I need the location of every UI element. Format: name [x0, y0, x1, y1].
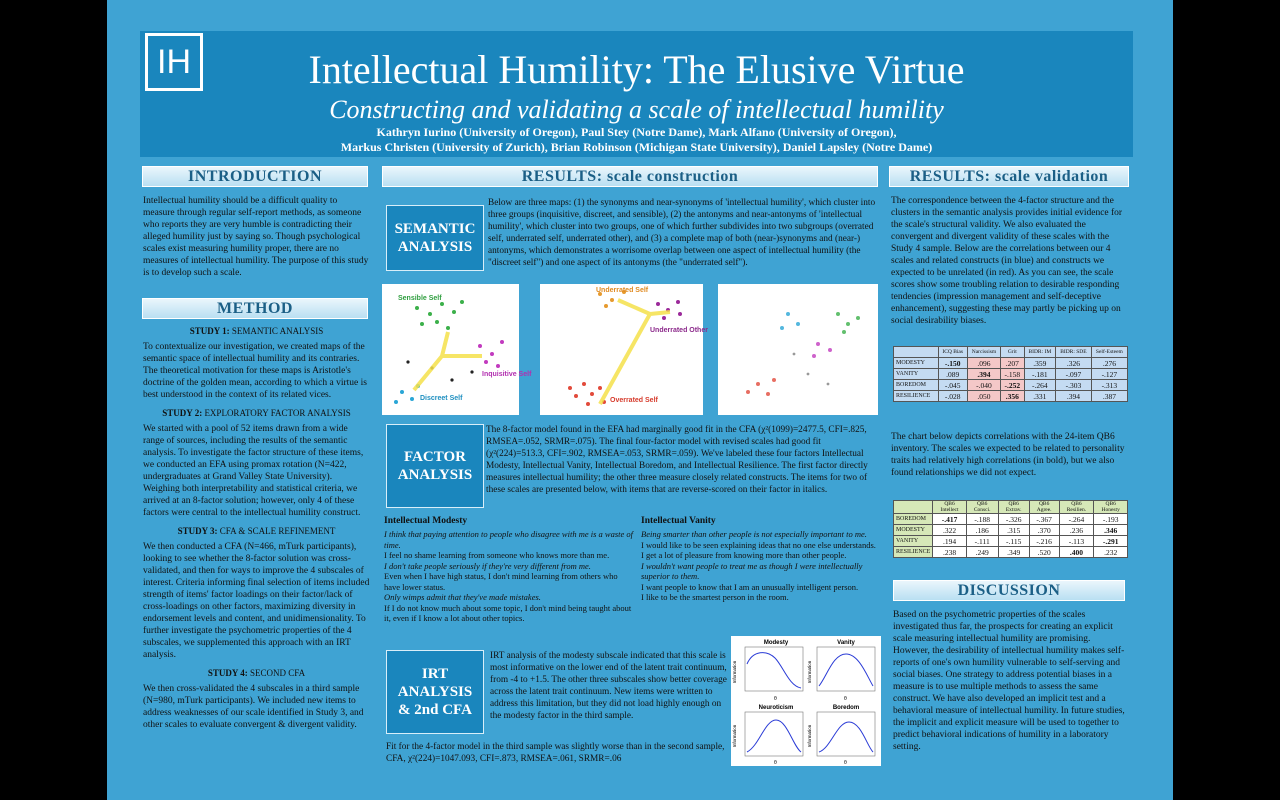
- table-cell: .096: [967, 358, 1000, 369]
- irt-xlabel-vanity: θ: [844, 696, 847, 702]
- poster-title: Intellectual Humility: The Elusive Virtue: [308, 47, 965, 92]
- table-cell: -.367: [1029, 514, 1059, 525]
- modesty-item: Even when I have high status, I don't mind learning from others who have lower status.: [384, 571, 618, 592]
- irt-plots-graphic: [731, 636, 881, 766]
- table-header-cell: QB6 Resilien.: [1059, 501, 1094, 514]
- map2-label-0: Underrated Self: [596, 287, 649, 294]
- table-header-cell: BIDR: IM: [1024, 347, 1056, 358]
- table-cell: .322: [933, 525, 966, 536]
- table-cell: -.040: [967, 380, 1000, 391]
- table-header-cell: [894, 347, 939, 358]
- factor-analysis-box: [386, 424, 484, 508]
- table-cell: .520: [1029, 547, 1059, 558]
- semantic-label-2: ANALYSIS: [397, 239, 473, 255]
- table-header-row: [894, 347, 1128, 358]
- table-cell: .236: [1059, 525, 1094, 536]
- study2-title: EXPLORATORY FACTOR ANALYSIS: [202, 408, 351, 418]
- irt-label-3: & 2nd CFA: [398, 702, 472, 718]
- study4-text: We then cross-validated the 4 subscales in a third sample (N=980, mTurk participants). We included new items to address weaknesses of our scale identified in Study 3, and other scales to evaluate convergent & divergent validity.: [143, 684, 364, 730]
- vanity-item: Being smarter than other people is not especially important to me.: [641, 529, 867, 539]
- table-row-label: MODESTY: [894, 525, 933, 536]
- synonym-map-graphic: [382, 284, 532, 415]
- irt-information-plots: [731, 636, 881, 766]
- introduction-heading: INTRODUCTION: [142, 166, 368, 187]
- table-cell: -.113: [1059, 536, 1094, 547]
- table-cell: -.188: [966, 514, 998, 525]
- table-cell: -.028: [938, 391, 967, 402]
- study2-label: STUDY 2:: [162, 408, 203, 418]
- table-row: [894, 547, 1128, 558]
- validation-text-2: The chart below depicts correlations with the 24-item QB6 inventory. The scales we expected to be related to personality traits had relatively high correlations (in bold), but we also found relationships we did not expect.: [891, 432, 1125, 478]
- authors-line-2: Markus Christen (University of Zurich), Brian Robinson (Michigan State University), Daniel Lapsley (Notre Dame): [340, 140, 933, 154]
- semantic-analysis-box: [386, 205, 484, 271]
- vanity-scale: [641, 515, 877, 603]
- study4-title: SECOND CFA: [247, 668, 306, 678]
- table-row-label: MODESTY: [894, 358, 939, 369]
- synonym-map: [382, 284, 532, 415]
- table-row: [894, 391, 1128, 402]
- ih-logo: IH: [145, 33, 203, 91]
- table-cell: .394: [1056, 391, 1092, 402]
- map1-label-0: Sensible Self: [398, 295, 442, 302]
- table-row-label: BOREDOM: [894, 514, 933, 525]
- irt-plot-title-boredom: Boredom: [832, 705, 860, 711]
- factor-label-2: ANALYSIS: [397, 467, 473, 483]
- table-cell: -.045: [938, 380, 967, 391]
- vanity-item: I get a lot of pleasure from knowing more than other people.: [641, 550, 847, 560]
- map2-label-2: Overrated Self: [610, 397, 658, 404]
- table-cell: .249: [966, 547, 998, 558]
- authors-line-1: Kathryn Iurino (University of Oregon), Paul Stey (Notre Dame), Mark Alfano (University of Oregon),: [376, 125, 897, 139]
- table-header-cell: ICQ Bias: [938, 347, 967, 358]
- table-header-cell: [894, 501, 933, 514]
- discussion-heading: DISCUSSION: [893, 580, 1125, 601]
- study2-text: We started with a pool of 52 items drawn from a wide range of sources, including the results of the semantic analysis. To investigate the factor structure of these items, we conducted an EFA using promax rotation (N=422, undergraduates at Grand Valley State University). Weighing both interpretability and statistical criteria, we arrived at an 8-factor solution; however, only 4 of these factors were central to the intellectual humility construct.: [143, 424, 364, 518]
- study4-label: STUDY 4:: [207, 668, 248, 678]
- table-row-label: BOREDOM: [894, 380, 939, 391]
- irt-analysis-box: [386, 650, 484, 734]
- authors: [140, 125, 1133, 155]
- vanity-item: I would like to be seen explaining ideas that no one else understands.: [641, 539, 876, 550]
- table-cell: .370: [1029, 525, 1059, 536]
- results-validation-heading: RESULTS: scale validation: [889, 166, 1129, 187]
- table-header-cell: QB6 Consci.: [966, 501, 998, 514]
- table-row-label: VANITY: [894, 536, 933, 547]
- svg-text:Sensible Self: [398, 295, 442, 302]
- vanity-item: I want people to know that I am an unusually intelligent person.: [641, 581, 859, 592]
- irt-ylabel-modesty: Information: [732, 660, 737, 684]
- table-cell: .349: [998, 547, 1029, 558]
- table-cell: .356: [1001, 391, 1024, 402]
- table-cell: -.417: [933, 514, 966, 525]
- combined-map-graphic: [718, 284, 878, 415]
- table-row-label: VANITY: [894, 369, 939, 380]
- table-row: [894, 369, 1128, 380]
- fit-text: Fit for the 4-factor model in the third sample was slightly worse than in the second sample, CFA, χ²(224)=1047.093, CFI=.873, RMSEA=.061, SRMR=.06: [386, 742, 725, 764]
- table-cell: -.158: [1001, 369, 1024, 380]
- table-cell: .194: [933, 536, 966, 547]
- table-cell: .186: [966, 525, 998, 536]
- irt-ylabel-boredom: Information: [807, 724, 812, 748]
- table-row-label: RESILIENCE: [894, 547, 933, 558]
- table-header-cell: QB6 Extrav.: [998, 501, 1029, 514]
- table-cell: .232: [1094, 547, 1128, 558]
- study1-heading: [143, 325, 370, 337]
- table-cell: -.326: [998, 514, 1029, 525]
- introduction-text: Intellectual humility should be a difficult quality to measure through regular self-report methods, as someone who reports they are very humble is contradicting their alleged humility just by saying so. Though psychological scales exist measuring humility proper, there are no measures of intellectual humility. The purpose of this study is to develop such a scale.: [143, 196, 369, 278]
- table-header-cell: QB6 Agree.: [1029, 501, 1059, 514]
- table-row: [894, 358, 1128, 369]
- table-cell: -.264: [1024, 380, 1056, 391]
- method-body: [143, 323, 370, 737]
- irt-xlabel-neuroticism: θ: [774, 760, 777, 766]
- table-cell: .359: [1024, 358, 1056, 369]
- study2-heading: [143, 407, 370, 419]
- table-header-cell: BIDR: SDE: [1056, 347, 1092, 358]
- irt-label-1: IRT: [421, 666, 449, 682]
- irt-plot-title-vanity: Vanity: [837, 640, 855, 646]
- table-cell: .207: [1001, 358, 1024, 369]
- table-header-cell: QB6 Honesty: [1094, 501, 1128, 514]
- table-cell: -.115: [998, 536, 1029, 547]
- irt-xlabel-modesty: θ: [774, 696, 777, 702]
- modesty-item: Only wimps admit that they've made mistakes.: [384, 592, 541, 602]
- study3-heading: [143, 525, 370, 537]
- validity-correlation-table: [893, 346, 1128, 402]
- table-header-cell: Grit: [1001, 347, 1024, 358]
- table-cell: -.097: [1056, 369, 1092, 380]
- table-header-row: [894, 501, 1128, 514]
- table-cell: .326: [1056, 358, 1092, 369]
- study3-label: STUDY 3:: [177, 526, 218, 536]
- irt-plot-vanity: [817, 640, 875, 691]
- table-cell: .089: [938, 369, 967, 380]
- table-row: [894, 514, 1128, 525]
- table-cell: .331: [1024, 391, 1056, 402]
- study3-text: We then conducted a CFA (N=466, mTurk participants), looking to see whether the 8-factor solution was cross-validated, and then for ways to improve the 4 subscales of interest. Criteria informing final selection of items included strength of items' factor loadings on their factor/lack of cross-loadings on other factors, maximizing diversity in endorsement levels and content, and unidimensionality. To further investigate the psychometric properties of the 4 subscales, we supplemented this approach with an IRT analysis.: [143, 542, 370, 660]
- table-cell: .276: [1091, 358, 1127, 369]
- table-row-label: RESILIENCE: [894, 391, 939, 402]
- modesty-item: I don't take people seriously if they're very different from me.: [384, 560, 591, 571]
- study1-title: SEMANTIC ANALYSIS: [229, 326, 324, 336]
- results-construction-heading: RESULTS: scale construction: [382, 166, 878, 187]
- study4-heading: [143, 667, 370, 679]
- irt-label-2: ANALYSIS: [397, 684, 473, 700]
- study1-text: To contextualize our investigation, we created maps of the semantic space of intellectual humility and its contraries. The theoretical motivation for these maps is Aristotle's doctrine of the golden mean, according to which a virtue is best understood in the context of its related vices.: [143, 342, 367, 400]
- factor-text: The 8-factor model found in the EFA had marginally good fit in the CFA (χ²(1099)=2477.5, CFI=.825, RMSEA=.052, SRMR=.075). The final four-factor model with revised scales had good fit (χ²(224)=513.3, CFI=.902, RMSEA=.053, SRMR=.059). We've labeled these four factors Intellectual Modesty, Intellectual Vanity, Intellectual Boredom, and Intellectual Resilience. The first factor directly measures intellectual humility; the other three measure closely related constructs. The items for two of these scales are presented below, with items that are reverse-scored on their factor in italics.: [486, 425, 868, 495]
- modesty-scale: [384, 515, 634, 624]
- validation-text-1: The correspondence between the 4-factor structure and the clusters in the semantic analysis provides initial evidence for the scale's structural validity. We also evaluated the convergent and divergent validity of these scales with the Study 4 sample. Below are the correlations between our 4 scales and related constructs (in blue) and constructs we expected to be unrelated (in red). As you can see, the scale scores show some troubling relation to desirable responding tendencies (impression management and self-deceptive enhancement), suggesting these may partly be picking up on social desirability biases.: [891, 196, 1123, 326]
- table-cell: .346: [1094, 525, 1128, 536]
- irt-plot-title-modesty: Modesty: [763, 640, 789, 646]
- irt-plot-neuroticism: [745, 705, 803, 756]
- irt-ylabel-neuroticism: Information: [732, 724, 737, 748]
- table-cell: -.216: [1029, 536, 1059, 547]
- table-cell: -.181: [1024, 369, 1056, 380]
- table-cell: -.264: [1059, 514, 1094, 525]
- table-cell: .394: [967, 369, 1000, 380]
- table-row: [894, 525, 1128, 536]
- table-header-cell: QB6 Intellect: [933, 501, 966, 514]
- poster-subtitle: Constructing and validating a scale of intellectual humility: [329, 95, 944, 124]
- antonym-map: [540, 284, 708, 415]
- modesty-item: I feel no shame learning from someone who knows more than me.: [384, 550, 610, 560]
- modesty-item: If I do not know much about some topic, I don't mind being taught about it, even if I know a lot about other topics.: [384, 602, 632, 623]
- table-cell: -.127: [1091, 369, 1127, 380]
- vanity-item: I wouldn't want people to treat me as though I were intellectually superior to them.: [641, 560, 863, 581]
- table-cell: .315: [998, 525, 1029, 536]
- map1-label-1: Inquisitive Self: [482, 371, 532, 378]
- modesty-item: I think that paying attention to people who disagree with me is a waste of time.: [384, 529, 633, 550]
- method-heading: METHOD: [142, 298, 368, 319]
- table-cell: -.150: [938, 358, 967, 369]
- modesty-title: Intellectual Modesty: [384, 516, 468, 526]
- irt-xlabel-boredom: θ: [844, 760, 847, 766]
- irt-plot-modesty: [745, 640, 803, 691]
- table-cell: .050: [967, 391, 1000, 402]
- semantic-text: Below are three maps: (1) the synonyms and near-synonyms of 'intellectual humility', which cluster into three groups (inquisitive, discreet, and sensible), (2) the antonyms and near-antonyms of 'intellectual humility', which cluster into two groups, one of which further subdivides into two subgroups (overrated self, underrated self, underrated other), and (3) a complete map of both (near-)synonyms and (near-) antonyms, which demonstrates a worrisome overlap between one aspect of intellectual humility (the "discreet self") and one aspect of its antonyms (the "underrated self").: [488, 198, 876, 268]
- irt-text: IRT analysis of the modesty subscale indicated that this scale is most informative on the lower end of the latent trait continuum, from -4 to +1.5. The other three subscales show better coverage across the latent trait continuum. New items were written to address this limitation, but they did not load highly enough on the modesty factor in the third sample.: [490, 651, 727, 721]
- vanity-title: Intellectual Vanity: [641, 516, 716, 526]
- study1-label: STUDY 1:: [189, 326, 230, 336]
- table-cell: -.252: [1001, 380, 1024, 391]
- irt-plot-boredom: [817, 705, 875, 756]
- table-row: [894, 380, 1128, 391]
- table-cell: -.303: [1056, 380, 1092, 391]
- irt-plot-title-neuroticism: Neuroticism: [758, 705, 794, 711]
- table-header-cell: Narcissism: [967, 347, 1000, 358]
- table-cell: .238: [933, 547, 966, 558]
- semantic-label-1: SEMANTIC: [394, 221, 476, 237]
- table-cell: -.111: [966, 536, 998, 547]
- discussion-text: Based on the psychometric properties of the scales investigated thus far, the prospects for creating an explicit scale measuring intellectual humility are promising. However, the desirability of intellectual humility makes self-reports of one's own humility vulnerable to self-serving and social biases. One strategy to address potential biases in a measure is to use multiple methods to assess the same construct. We have also developed an implicit test and a behavioral measure of intellectual humility. In future studies, the implicit and explicit measure will be used to together to predict behavioral indications of humility in a laboratory setting.: [893, 610, 1125, 752]
- table-cell: .400: [1059, 547, 1094, 558]
- irt-ylabel-vanity: Information: [807, 660, 812, 684]
- study3-title: CFA & SCALE REFINEMENT: [217, 526, 336, 536]
- factor-label-1: FACTOR: [404, 449, 466, 465]
- table-cell: -.291: [1094, 536, 1128, 547]
- table-header-cell: Self-Esteem: [1091, 347, 1127, 358]
- map2-label-1: Underrated Other: [650, 327, 708, 334]
- antonym-map-graphic: [540, 284, 708, 415]
- combined-map: [718, 284, 878, 415]
- table-cell: .387: [1091, 391, 1127, 402]
- table-cell: -.193: [1094, 514, 1128, 525]
- table-row: [894, 536, 1128, 547]
- vanity-item: I like to be the smartest person in the room.: [641, 592, 789, 602]
- map1-label-2: Discreet Self: [420, 395, 463, 402]
- qb6-correlation-table: [893, 500, 1128, 558]
- table-cell: -.313: [1091, 380, 1127, 391]
